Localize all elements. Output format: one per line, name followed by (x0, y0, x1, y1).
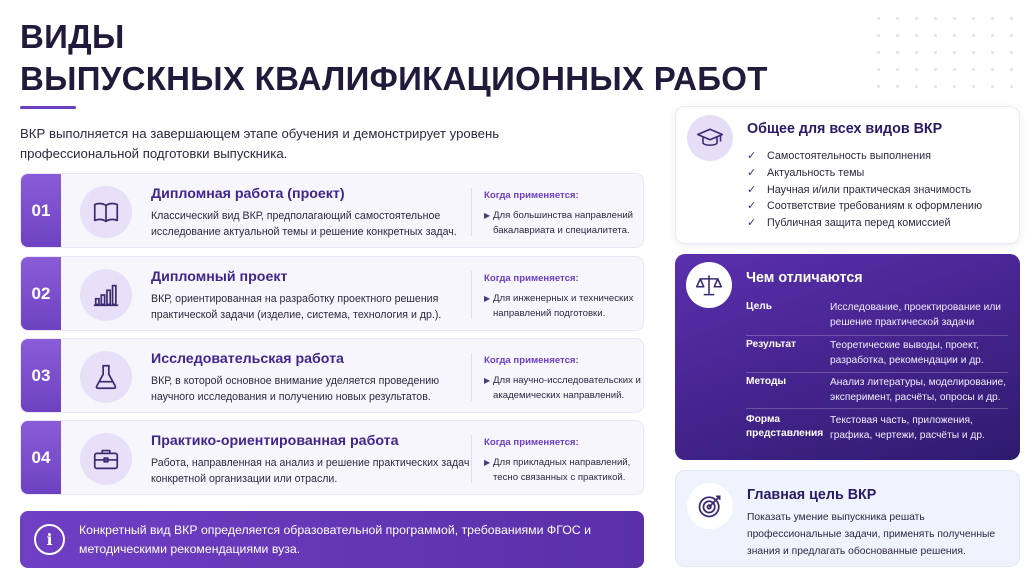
goal-title: Главная цель ВКР (747, 487, 877, 503)
row-value: Теоретические выводы, проект, разработка, рекомендации и др. (830, 340, 984, 366)
check-icon: ✓ (747, 217, 757, 229)
card-title: Исследовательская работа (151, 351, 344, 367)
when-text-block (484, 208, 644, 238)
card-title: Дипломный проект (151, 269, 288, 285)
arrow-icon: ▶ (484, 294, 491, 303)
common-item: ✓ Публичная защита перед комиссией (747, 217, 951, 229)
type-card-4 (20, 420, 644, 495)
card-number: 01 (21, 174, 61, 247)
book-icon (80, 186, 132, 238)
card-number: 02 (21, 257, 61, 330)
differences-title: Чем отличаются (746, 270, 863, 286)
row-value: Исследование, проектирование или решение практической задачи (830, 302, 1001, 328)
common-panel (675, 106, 1020, 244)
when-text-block (484, 455, 644, 485)
row-label: Результат (746, 339, 797, 350)
divider (471, 353, 472, 401)
row-label: Форма представления (746, 414, 824, 439)
common-item: ✓ Самостоятельность выполнения (747, 150, 931, 162)
card-description: Работа, направленная на анализ и решение практических задач конкретной организации или отрасли. (151, 457, 470, 485)
row-divider (746, 408, 1008, 409)
when-text-block (484, 291, 644, 321)
card-number: 04 (21, 421, 61, 494)
differences-panel (675, 254, 1020, 460)
when-text-block (484, 373, 644, 403)
goal-text: Показать умение выпускника решать профессиональные задачи, применять полученные знания и предлагать обоснованные решения. (747, 512, 996, 557)
type-card-2 (20, 256, 644, 331)
when-text: Для инженерных и технических направлений подготовки. (493, 293, 634, 319)
common-item: ✓ Научная и/или практическая значимость (747, 184, 972, 196)
card-description: ВКР, ориентированная на разработку проектного решения практической задачи (изделие, система, технология и др.). (151, 293, 442, 321)
page-title (20, 16, 768, 100)
when-label: Когда применяется: (484, 190, 579, 201)
divider (471, 271, 472, 319)
type-card-1 (20, 173, 644, 248)
when-text: Для большинства направлений бакалавриата и специалитета. (493, 210, 634, 236)
arrow-icon: ▶ (484, 376, 491, 385)
check-icon: ✓ (747, 167, 757, 179)
scales-icon (686, 262, 732, 308)
briefcase-icon (80, 433, 132, 485)
when-label: Когда применяется: (484, 273, 579, 284)
row-divider (746, 335, 1008, 336)
flask-icon (80, 351, 132, 403)
page-title-line2: ВЫПУСКНЫХ КВАЛИФИКАЦИОННЫХ РАБОТ (20, 60, 768, 97)
info-banner (20, 511, 644, 568)
divider (471, 188, 472, 236)
row-value: Текстовая часть, приложения, графика, чертежи, расчёты и др. (830, 415, 985, 441)
when-text: Для прикладных направлений, тесно связанных с практикой. (493, 457, 631, 483)
check-icon: ✓ (747, 184, 757, 196)
decorative-dots (869, 10, 1019, 100)
card-description: ВКР, в которой основное внимание уделяется проведению научного исследования и получению новых результатов. (151, 375, 440, 403)
graduation-cap-icon (687, 115, 733, 161)
when-label: Когда применяется: (484, 355, 579, 366)
row-label: Цель (746, 301, 772, 312)
type-card-3 (20, 338, 644, 413)
common-title: Общее для всех видов ВКР (747, 121, 943, 137)
row-value: Анализ литературы, моделирование, эксперимент, расчёты, опросы и др. (830, 377, 1007, 403)
when-label: Когда применяется: (484, 437, 579, 448)
page-title-line1: ВИДЫ (20, 18, 125, 55)
row-label: Методы (746, 376, 787, 387)
common-item: ✓ Соответствие требованиям к оформлению (747, 200, 983, 212)
divider (471, 435, 472, 483)
check-icon: ✓ (747, 150, 757, 162)
card-title: Практико-ориентированная работа (151, 433, 399, 449)
title-underline (20, 106, 76, 109)
bar-chart-icon (80, 269, 132, 321)
info-icon: i (34, 524, 65, 555)
card-number: 03 (21, 339, 61, 412)
check-icon: ✓ (747, 200, 757, 212)
goal-panel (675, 470, 1020, 567)
target-icon (687, 483, 733, 529)
arrow-icon: ▶ (484, 211, 491, 220)
info-text: Конкретный вид ВКР определяется образовательной программой, требованиями ФГОС и методическими рекомендациями вуза. (79, 523, 591, 556)
card-title: Дипломная работа (проект) (151, 186, 345, 202)
arrow-icon: ▶ (484, 458, 491, 467)
when-text: Для научно-исследовательских и академических направлений. (493, 375, 641, 401)
intro-text: ВКР выполняется на завершающем этапе обучения и демонстрирует уровень профессиональной подготовки выпускника. (20, 126, 500, 161)
common-item: ✓ Актуальность темы (747, 167, 865, 179)
card-description: Классический вид ВКР, предполагающий самостоятельное исследование актуальной темы и решение конкретных задач. (151, 210, 457, 238)
row-divider (746, 372, 1008, 373)
